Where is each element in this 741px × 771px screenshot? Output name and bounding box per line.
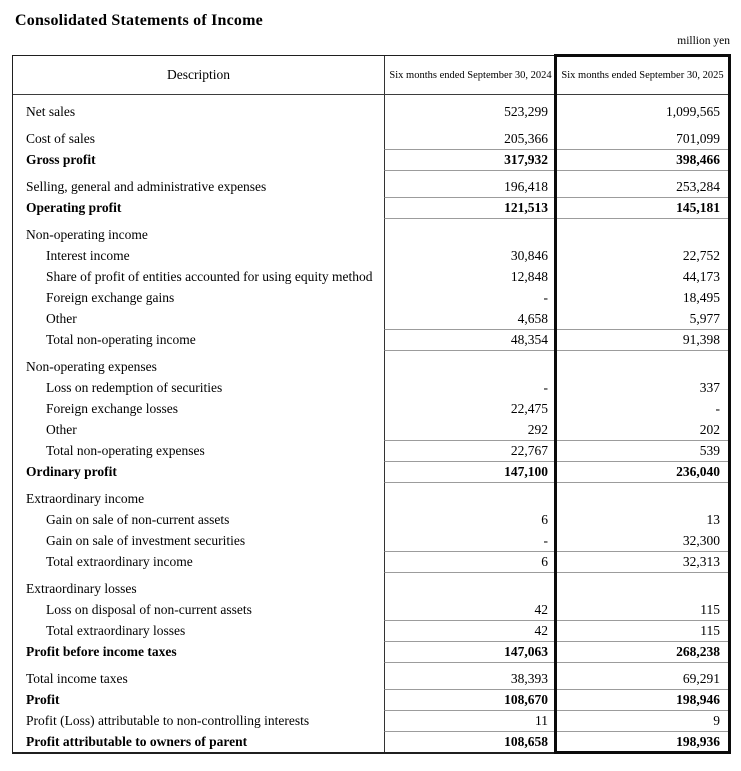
table-row xyxy=(13,572,728,599)
table-body xyxy=(13,95,728,752)
value-2025: 198,936 xyxy=(556,731,728,752)
value-2025: 22,752 xyxy=(556,245,728,266)
table-row xyxy=(13,620,728,641)
value-2024: - xyxy=(384,530,556,551)
row-label: Interest income xyxy=(46,248,130,263)
value-2025: 253,284 xyxy=(556,170,728,197)
table-row xyxy=(13,329,728,350)
value-2025: 1,099,565 xyxy=(556,95,728,122)
row-label: Total non-operating income xyxy=(46,332,196,347)
column-header-period-2024: Six months ended September 30, 2024 xyxy=(384,56,556,94)
table-row xyxy=(13,398,728,419)
value-2024: 317,932 xyxy=(384,149,556,170)
value-2025: 13 xyxy=(556,509,728,530)
value-2025: 337 xyxy=(556,377,728,398)
value-2024: 147,100 xyxy=(384,461,556,482)
row-label: Ordinary profit xyxy=(26,464,117,479)
table-row xyxy=(13,731,728,752)
table-row xyxy=(13,530,728,551)
row-label: Selling, general and administrative expenses xyxy=(26,179,267,194)
value-2024 xyxy=(384,350,556,377)
row-label: Foreign exchange gains xyxy=(46,290,175,305)
table-row xyxy=(13,149,728,170)
row-label: Non-operating income xyxy=(26,227,148,242)
value-2024: 48,354 xyxy=(384,329,556,350)
value-2024: 38,393 xyxy=(384,662,556,689)
row-label: Loss on disposal of non-current assets xyxy=(46,602,252,617)
table-row xyxy=(13,350,728,377)
row-label: Other xyxy=(46,311,77,326)
value-2025: 198,946 xyxy=(556,689,728,710)
value-2024 xyxy=(384,482,556,509)
row-label: Gain on sale of investment securities xyxy=(46,533,246,548)
table-row xyxy=(13,245,728,266)
value-2024 xyxy=(384,572,556,599)
value-2025: 539 xyxy=(556,440,728,461)
value-2025: 44,173 xyxy=(556,266,728,287)
value-2025: 91,398 xyxy=(556,329,728,350)
column-header-period-2025: Six months ended September 30, 2025 xyxy=(556,56,728,94)
value-2024: 147,063 xyxy=(384,641,556,662)
value-2025: 115 xyxy=(556,620,728,641)
row-label: Extraordinary income xyxy=(26,491,145,506)
income-statement-table xyxy=(12,55,729,754)
table-row xyxy=(13,482,728,509)
value-2024: 205,366 xyxy=(384,122,556,149)
value-2024: 11 xyxy=(384,710,556,731)
value-2024: 42 xyxy=(384,599,556,620)
row-label: Profit before income taxes xyxy=(26,644,177,659)
row-label: Loss on redemption of securities xyxy=(46,380,223,395)
row-label: Net sales xyxy=(26,104,76,119)
table-row xyxy=(13,170,728,197)
value-2025 xyxy=(556,218,728,245)
row-label: Profit attributable to owners of parent xyxy=(26,734,248,749)
table-row xyxy=(13,197,728,218)
value-2024: 22,767 xyxy=(384,440,556,461)
table-row xyxy=(13,509,728,530)
unit-note: million yen xyxy=(677,35,730,47)
value-2024: 108,670 xyxy=(384,689,556,710)
table-row xyxy=(13,377,728,398)
value-2024: 6 xyxy=(384,551,556,572)
column-header-description: Description xyxy=(167,67,230,82)
table-header-row xyxy=(13,56,728,95)
value-2025: 236,040 xyxy=(556,461,728,482)
value-2024: 30,846 xyxy=(384,245,556,266)
value-2025: 32,313 xyxy=(556,551,728,572)
value-2025: 9 xyxy=(556,710,728,731)
row-label: Operating profit xyxy=(26,200,122,215)
value-2025: - xyxy=(556,398,728,419)
table-row xyxy=(13,266,728,287)
table-row xyxy=(13,419,728,440)
value-2025: 115 xyxy=(556,599,728,620)
table-row xyxy=(13,308,728,329)
table-row xyxy=(13,641,728,662)
table-row xyxy=(13,551,728,572)
value-2025 xyxy=(556,482,728,509)
value-2024: 523,299 xyxy=(384,95,556,122)
row-label: Non-operating expenses xyxy=(26,359,157,374)
row-label: Total income taxes xyxy=(26,671,128,686)
row-label: Cost of sales xyxy=(26,131,95,146)
table-row xyxy=(13,461,728,482)
page-title: Consolidated Statements of Income xyxy=(15,12,263,29)
row-label: Other xyxy=(46,422,77,437)
row-label: Gain on sale of non-current assets xyxy=(46,512,230,527)
table-row xyxy=(13,95,728,122)
row-label: Foreign exchange losses xyxy=(46,401,178,416)
value-2024: 12,848 xyxy=(384,266,556,287)
value-2025: 268,238 xyxy=(556,641,728,662)
table-row xyxy=(13,287,728,308)
value-2024: 22,475 xyxy=(384,398,556,419)
value-2025: 5,977 xyxy=(556,308,728,329)
value-2025: 202 xyxy=(556,419,728,440)
table-row xyxy=(13,218,728,245)
value-2024: 6 xyxy=(384,509,556,530)
value-2025 xyxy=(556,350,728,377)
row-label: Total extraordinary losses xyxy=(46,623,186,638)
row-label: Share of profit of entities accounted for using equity method xyxy=(46,269,373,284)
row-label: Extraordinary losses xyxy=(26,581,137,596)
table-row xyxy=(13,689,728,710)
value-2024: 4,658 xyxy=(384,308,556,329)
row-label: Profit xyxy=(26,692,60,707)
table-row xyxy=(13,599,728,620)
value-2025: 18,495 xyxy=(556,287,728,308)
value-2024: 196,418 xyxy=(384,170,556,197)
value-2024: 121,513 xyxy=(384,197,556,218)
table-row xyxy=(13,710,728,731)
value-2024: 42 xyxy=(384,620,556,641)
value-2024: 292 xyxy=(384,419,556,440)
value-2025: 32,300 xyxy=(556,530,728,551)
value-2024: - xyxy=(384,377,556,398)
table-row xyxy=(13,440,728,461)
row-label: Gross profit xyxy=(26,152,96,167)
value-2025: 69,291 xyxy=(556,662,728,689)
table-row xyxy=(13,122,728,149)
value-2024 xyxy=(384,218,556,245)
row-label: Profit (Loss) attributable to non-controlling interests xyxy=(26,713,310,728)
row-label: Total non-operating expenses xyxy=(46,443,205,458)
value-2024: - xyxy=(384,287,556,308)
row-label: Total extraordinary income xyxy=(46,554,193,569)
table-row xyxy=(13,662,728,689)
value-2025 xyxy=(556,572,728,599)
value-2025: 398,466 xyxy=(556,149,728,170)
value-2024: 108,658 xyxy=(384,731,556,752)
value-2025: 701,099 xyxy=(556,122,728,149)
value-2025: 145,181 xyxy=(556,197,728,218)
